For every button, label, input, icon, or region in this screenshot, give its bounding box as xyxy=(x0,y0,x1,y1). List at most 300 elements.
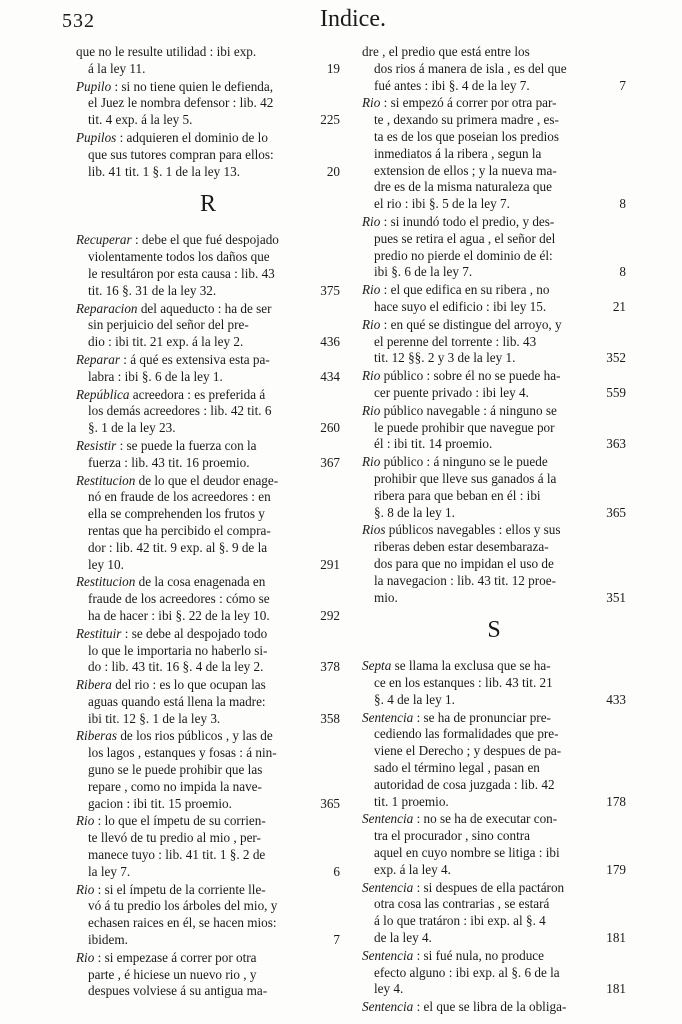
entry-text: ribera para que beban en él : ibi xyxy=(374,487,541,503)
index-entry xyxy=(362,999,626,1016)
entry-line xyxy=(362,999,626,1016)
index-entry xyxy=(76,301,340,351)
entry-text: tit. 4 exp. á la ley 5. xyxy=(88,112,193,128)
index-entry xyxy=(362,44,626,94)
entry-text: fraude de los acreedores : cómo se xyxy=(88,591,270,607)
entry-text: : se debe al despojado todo xyxy=(121,625,268,641)
entry-line xyxy=(362,573,626,590)
entry-text: hace suyo el edificio : ibi ley 15. xyxy=(374,298,547,314)
entry-page-number: 436 xyxy=(320,334,340,350)
entry-keyword: Rio xyxy=(362,316,381,332)
entry-text: aquel en cuyo nombre se litiga : ibi xyxy=(374,845,560,861)
entry-line xyxy=(362,129,626,146)
entry-line xyxy=(76,932,340,949)
entry-page-number: 433 xyxy=(606,691,626,707)
entry-text: despues volviese á su antigua ma- xyxy=(88,983,268,999)
entry-line xyxy=(362,896,626,913)
entry-text: : el que se libra de la obliga- xyxy=(413,999,567,1015)
index-entry xyxy=(362,811,626,878)
entry-line xyxy=(362,196,626,213)
entry-line xyxy=(362,61,626,78)
entry-text: tra el procurador , sino contra xyxy=(374,828,530,844)
entry-text: ley 4. xyxy=(374,981,404,997)
entry-line xyxy=(76,130,340,147)
entry-text: : no se ha de executar con- xyxy=(413,811,558,827)
entry-text: prohibir que lleve sus ganados á la xyxy=(374,470,557,486)
entry-text: efecto alguno : ibi exp. al §. 6 de la xyxy=(374,964,560,980)
entry-text: los lagos , estanques y fosas : á nin- xyxy=(88,745,277,761)
entry-text: cediendo las formalidades que pre- xyxy=(374,726,559,742)
index-entry xyxy=(362,880,626,947)
entry-page-number: 375 xyxy=(320,282,340,298)
entry-line xyxy=(362,112,626,129)
entry-line xyxy=(362,179,626,196)
entry-page-number: 434 xyxy=(320,368,340,384)
entry-text: de lo que el deudor enage- xyxy=(135,472,279,488)
entry-text: inmediatos á la ribera , segun la xyxy=(374,145,542,161)
entry-line xyxy=(76,44,340,61)
entry-line xyxy=(76,301,340,318)
index-entry xyxy=(76,677,340,727)
entry-text: dio : ibi tit. 21 exp. á la ley 2. xyxy=(88,334,244,350)
entry-text: : debe el que fué despojado xyxy=(131,232,279,248)
entry-page-number: 291 xyxy=(320,556,340,572)
index-entry xyxy=(362,282,626,316)
entry-page-number: 352 xyxy=(606,350,626,366)
entry-line xyxy=(76,557,340,574)
entry-text: del rio : es lo que ocupan las xyxy=(111,677,266,693)
entry-text: tit. 12 §§. 2 y 3 de la ley 1. xyxy=(374,350,516,366)
entry-keyword: República xyxy=(76,386,130,402)
entry-text: á lo que tratáron : ibi exp. al §. 4 xyxy=(374,913,546,929)
entry-line xyxy=(76,626,340,643)
entry-text: acreedora : es preferida á xyxy=(129,386,266,402)
index-entry xyxy=(76,130,340,180)
entry-text: ta es de los que poseian los predios xyxy=(374,128,559,144)
entry-keyword: Sentencia xyxy=(362,811,414,827)
entry-page-number: 225 xyxy=(320,112,340,128)
entry-text: ella se comprehenden los frutos y xyxy=(88,506,265,522)
entry-text: de la cosa enagenada en xyxy=(135,574,266,590)
entry-text: dos rios á manera de isla , es del que xyxy=(374,60,567,76)
entry-page-number: 378 xyxy=(320,659,340,675)
entry-line xyxy=(76,591,340,608)
entry-text: los demás acreedores : lib. 42 tit. 6 xyxy=(88,403,272,419)
entry-text: : si no tiene quien le defienda, xyxy=(111,78,274,94)
entry-line xyxy=(362,368,626,385)
entry-line xyxy=(362,420,626,437)
index-entry xyxy=(362,658,626,708)
entry-text: fué antes : ibi §. 4 de la ley 7. xyxy=(374,77,530,93)
entry-line xyxy=(362,471,626,488)
entry-text: que no le resulte utilidad : ibi exp. xyxy=(76,44,257,59)
entry-text: violentamente todos los daños que xyxy=(88,249,270,265)
index-entry xyxy=(76,44,340,78)
entry-line xyxy=(362,948,626,965)
entry-text: el Juez le nombra defensor : lib. 42 xyxy=(88,95,274,111)
entry-page-number: 21 xyxy=(612,298,626,314)
entry-keyword: Rio xyxy=(362,95,381,111)
entry-text: riberas deben estar desembaraza- xyxy=(374,539,549,555)
entry-keyword: Rio xyxy=(362,402,381,418)
entry-line xyxy=(76,711,340,728)
entry-text: público : á ninguno se le puede xyxy=(380,454,548,470)
entry-text: el rio : ibi §. 5 de la ley 7. xyxy=(374,196,510,212)
entry-text: : si fué nula, no produce xyxy=(413,947,545,963)
entry-line xyxy=(362,505,626,522)
entry-text: : adquieren el dominio de lo xyxy=(116,129,268,145)
entry-line xyxy=(362,350,626,367)
entry-text: : se ha de pronunciar pre- xyxy=(413,709,551,725)
entry-line xyxy=(76,574,340,591)
entry-line xyxy=(362,44,626,61)
entry-line xyxy=(76,473,340,490)
entry-line xyxy=(362,777,626,794)
entry-line xyxy=(76,898,340,915)
entry-line xyxy=(362,522,626,539)
entry-line xyxy=(76,523,340,540)
entry-keyword: Pupilo xyxy=(76,78,112,94)
entry-keyword: Restitucion xyxy=(76,574,136,590)
entry-line xyxy=(362,930,626,947)
entry-keyword: Riberas xyxy=(76,728,118,744)
entry-line xyxy=(362,880,626,897)
entry-page-number: 559 xyxy=(606,384,626,400)
entry-text: do : lib. 43 tit. 16 §. 4 de la ley 2. xyxy=(88,659,264,675)
index-entry xyxy=(76,438,340,472)
entry-line xyxy=(76,847,340,864)
entry-page-number: 260 xyxy=(320,420,340,436)
index-entry xyxy=(76,352,340,386)
entry-line xyxy=(76,61,340,78)
entry-line xyxy=(76,779,340,796)
entry-line xyxy=(362,163,626,180)
entry-text: nó en fraude de los acreedores : en xyxy=(88,489,271,505)
index-entry xyxy=(362,522,626,606)
entry-line xyxy=(362,264,626,281)
entry-line xyxy=(362,981,626,998)
index-entry xyxy=(76,882,340,949)
entry-line xyxy=(362,214,626,231)
entry-text: público : sobre él no se puede ha- xyxy=(380,368,561,384)
entry-page-number: 367 xyxy=(320,454,340,470)
entry-keyword: Sentencia xyxy=(362,999,414,1015)
entry-line xyxy=(76,283,340,300)
entry-line xyxy=(76,983,340,1000)
entry-line xyxy=(362,794,626,811)
entry-text: dos para que no impidan el uso de xyxy=(374,555,554,571)
entry-line xyxy=(362,710,626,727)
entry-text: echasen raices en él, se hacen mios: xyxy=(88,915,277,931)
entry-line xyxy=(362,811,626,828)
entry-text: cer puente privado : ibi ley 4. xyxy=(374,384,529,400)
entry-keyword: Resistir xyxy=(76,437,117,453)
entry-page-number: 365 xyxy=(606,504,626,520)
entry-line xyxy=(362,828,626,845)
entry-keyword: Rio xyxy=(76,949,95,965)
entry-page-number: 178 xyxy=(606,793,626,809)
entry-text: vó á tu predio los árboles del mio, y xyxy=(88,898,278,914)
entry-text: predio no pierde el dominio de él: xyxy=(374,247,553,263)
entry-line xyxy=(76,95,340,112)
entry-line xyxy=(362,658,626,675)
index-entry xyxy=(76,473,340,574)
entry-line xyxy=(76,438,340,455)
entry-page-number: 181 xyxy=(606,981,626,997)
entry-keyword: Reparar xyxy=(76,351,120,367)
entry-text: §. 8 de la ley 1. xyxy=(374,504,455,520)
entry-line xyxy=(362,282,626,299)
entry-line xyxy=(362,299,626,316)
entry-text: sin perjuicio del señor del pre- xyxy=(88,317,249,333)
entry-text: que sus tutores compran para ellos: xyxy=(88,146,274,162)
index-entry xyxy=(76,79,340,129)
right-entries xyxy=(362,44,626,606)
entry-keyword: Restitucion xyxy=(76,472,136,488)
index-entry xyxy=(362,368,626,402)
page-number: 532 xyxy=(62,10,95,32)
index-entry xyxy=(76,232,340,299)
entry-line xyxy=(362,436,626,453)
entry-keyword: Rio xyxy=(362,213,381,229)
entry-line xyxy=(362,95,626,112)
entry-text: le puede prohibir que navegue por xyxy=(374,419,555,435)
entry-text: manece tuyo : lib. 41 tit. 1 §. 2 de xyxy=(88,847,266,863)
entry-text: te , dexando su primera madre , es- xyxy=(374,112,559,128)
right-column xyxy=(362,44,626,1017)
entry-keyword: Recuperar xyxy=(76,232,132,248)
entry-line xyxy=(362,454,626,471)
entry-text: ce en los estanques : lib. 43 tit. 21 xyxy=(374,675,553,691)
entry-text: sado el término legal , pasan en xyxy=(374,760,540,776)
entry-text: lo que le importaria no haberlo si- xyxy=(88,642,268,658)
index-entry xyxy=(362,317,626,367)
entry-page-number: 8 xyxy=(619,196,626,212)
entry-keyword: Septa xyxy=(362,658,392,674)
entry-line xyxy=(76,403,340,420)
entry-text: autoridad de cosa juzgada : lib. 42 xyxy=(374,776,555,792)
entry-text: tit. 16 §. 31 de la ley 32. xyxy=(88,282,217,298)
entry-keyword: Pupilos xyxy=(76,129,117,145)
entry-line xyxy=(362,965,626,982)
entry-line xyxy=(76,643,340,660)
entry-text: de la ley 4. xyxy=(374,930,432,946)
entry-line xyxy=(76,864,340,881)
entry-text: gacion : ibi tit. 15 proemio. xyxy=(88,795,232,811)
entry-keyword: Reparacion xyxy=(76,300,138,316)
entry-line xyxy=(76,164,340,181)
index-entry xyxy=(362,403,626,453)
entry-line xyxy=(76,540,340,557)
entry-text: : se puede la fuerza con la xyxy=(116,437,257,453)
entry-page-number: 358 xyxy=(320,710,340,726)
entry-text: del aqueducto : ha de ser xyxy=(137,300,272,316)
index-entry xyxy=(76,950,340,1000)
entry-line xyxy=(76,147,340,164)
entry-line xyxy=(362,248,626,265)
entry-page-number: 181 xyxy=(606,930,626,946)
index-entry xyxy=(362,948,626,998)
entry-text: guno se le puede prohibir que las xyxy=(88,762,263,778)
entry-line xyxy=(362,539,626,556)
entry-line xyxy=(76,266,340,283)
entry-text: la navegacion : lib. 43 tit. 12 proe- xyxy=(374,572,557,588)
entry-line xyxy=(362,675,626,692)
entry-text: : en qué se distingue del arroyo, y xyxy=(380,316,562,332)
index-entry xyxy=(76,574,340,624)
entry-text: extension de ellos ; y la nueva ma- xyxy=(374,162,557,178)
entry-text: rentas que ha percibido el compra- xyxy=(88,522,271,538)
entry-text: viene el Derecho ; y despues de pa- xyxy=(374,743,562,759)
left-column xyxy=(76,44,340,1001)
entry-page-number: 363 xyxy=(606,436,626,452)
entry-keyword: Rio xyxy=(76,813,95,829)
index-entry xyxy=(362,95,626,213)
entry-keyword: Rio xyxy=(362,282,381,298)
entry-text: tit. 1 proemio. xyxy=(374,793,449,809)
entry-line xyxy=(76,813,340,830)
entry-text: §. 4 de la ley 1. xyxy=(374,691,455,707)
running-title: Indice. xyxy=(320,6,386,32)
entry-line xyxy=(362,556,626,573)
entry-text: se llama la exclusa que se ha- xyxy=(391,658,551,674)
index-entry xyxy=(362,454,626,521)
entry-line xyxy=(362,146,626,163)
entry-text: ibidem. xyxy=(88,932,128,948)
entry-text: : si despues de ella pactáron xyxy=(413,879,565,895)
entry-text: el perenne del torrente : lib. 43 xyxy=(374,333,537,349)
entry-text: le resultáron por esta causa : lib. 43 xyxy=(88,265,275,281)
entry-line xyxy=(362,403,626,420)
entry-line xyxy=(76,659,340,676)
entry-line xyxy=(76,694,340,711)
entry-keyword: Rio xyxy=(362,454,381,470)
entry-text: ha de hacer : ibi §. 22 de la ley 10. xyxy=(88,607,270,623)
entry-line xyxy=(362,862,626,879)
entry-line xyxy=(362,760,626,777)
entry-text: públicos navegables : ellos y sus xyxy=(385,522,561,538)
entry-text: : si empezó á correr por otra par- xyxy=(380,95,557,111)
entry-line xyxy=(362,488,626,505)
left-entries-after xyxy=(76,232,340,1000)
entry-text: la ley 7. xyxy=(88,863,131,879)
entry-line xyxy=(76,728,340,745)
entry-line xyxy=(76,352,340,369)
entry-keyword: Sentencia xyxy=(362,709,414,725)
entry-line xyxy=(76,677,340,694)
section-letter-s: S xyxy=(487,617,501,644)
entry-text: §. 1 de la ley 23. xyxy=(88,420,176,436)
entry-line xyxy=(362,692,626,709)
left-entries xyxy=(76,44,340,180)
entry-keyword: Sentencia xyxy=(362,947,414,963)
entry-line xyxy=(362,231,626,248)
entry-page-number: 351 xyxy=(606,589,626,605)
entry-text: fuerza : lib. 43 tit. 16 proemio. xyxy=(88,454,250,470)
entry-line xyxy=(76,882,340,899)
entry-text: ley 10. xyxy=(88,556,124,572)
entry-keyword: Rio xyxy=(76,881,95,897)
entry-page-number: 7 xyxy=(619,77,626,93)
entry-page-number: 365 xyxy=(320,795,340,811)
entry-line xyxy=(76,79,340,96)
entry-line xyxy=(362,590,626,607)
entry-line xyxy=(76,950,340,967)
entry-text: aguas quando está llena la madre: xyxy=(88,693,266,709)
entry-text: te llevó de tu predio al mio , per- xyxy=(88,830,261,846)
entry-line xyxy=(76,420,340,437)
entry-text: otra cosa las contrarias , se estará xyxy=(374,896,550,912)
index-entry xyxy=(76,626,340,676)
entry-line xyxy=(362,726,626,743)
entry-page-number: 6 xyxy=(333,863,340,879)
entry-keyword: Sentencia xyxy=(362,879,414,895)
entry-text: mio. xyxy=(374,589,398,605)
entry-text: repare , como no impida la nave- xyxy=(88,778,262,794)
entry-text: : si inundó todo el predio, y des- xyxy=(380,213,555,229)
entry-line xyxy=(362,317,626,334)
entry-line xyxy=(76,489,340,506)
entry-line xyxy=(76,369,340,386)
entry-text: él : ibi tit. 14 proemio. xyxy=(374,436,493,452)
entry-page-number: 179 xyxy=(606,861,626,877)
entry-line xyxy=(76,249,340,266)
entry-keyword: Rio xyxy=(362,368,381,384)
index-entry xyxy=(76,387,340,437)
entry-line xyxy=(76,506,340,523)
entry-text: dre , el predio que está entre los xyxy=(362,44,530,59)
index-entry xyxy=(76,813,340,880)
entry-page-number: 20 xyxy=(326,163,340,179)
entry-text: de los rios públicos , y las de xyxy=(117,728,273,744)
entry-text: dor : lib. 42 tit. 9 exp. al §. 9 de la xyxy=(88,539,268,555)
entry-text: dre es de la misma naturaleza que xyxy=(374,179,552,195)
entry-line xyxy=(362,334,626,351)
entry-text: : si empezase á correr por otra xyxy=(94,949,257,965)
entry-line xyxy=(76,608,340,625)
entry-text: : el que edifica en su ribera , no xyxy=(380,282,550,298)
entry-text: pues se retira el agua , el señor del xyxy=(374,230,556,246)
entry-keyword: Rios xyxy=(362,522,386,538)
entry-line xyxy=(362,385,626,402)
entry-keyword: Ribera xyxy=(76,677,112,693)
right-entries-after xyxy=(362,658,626,1016)
entry-line xyxy=(362,78,626,95)
entry-line xyxy=(76,387,340,404)
entry-line xyxy=(76,796,340,813)
entry-line xyxy=(76,967,340,984)
entry-text: exp. á la ley 4. xyxy=(374,861,451,877)
entry-page-number: 8 xyxy=(619,264,626,280)
entry-text: á la ley 11. xyxy=(88,60,146,76)
entry-text: : á qué es extensiva esta pa- xyxy=(119,351,270,367)
entry-line xyxy=(76,762,340,779)
section-letter-r: R xyxy=(199,191,216,218)
entry-text: : lo que el ímpetu de su corrien- xyxy=(94,813,266,829)
entry-line xyxy=(76,745,340,762)
entry-page-number: 7 xyxy=(333,932,340,948)
entry-line xyxy=(76,455,340,472)
entry-line xyxy=(76,915,340,932)
page-header xyxy=(62,6,642,36)
entry-text: : si el ímpetu de la corriente lle- xyxy=(94,881,266,897)
index-entry xyxy=(362,710,626,811)
entry-text: ibi tit. 12 §. 1 de la ley 3. xyxy=(88,710,221,726)
entry-line xyxy=(362,743,626,760)
entry-text: ibi §. 6 de la ley 7. xyxy=(374,264,473,280)
entry-line xyxy=(362,845,626,862)
entry-line xyxy=(76,317,340,334)
